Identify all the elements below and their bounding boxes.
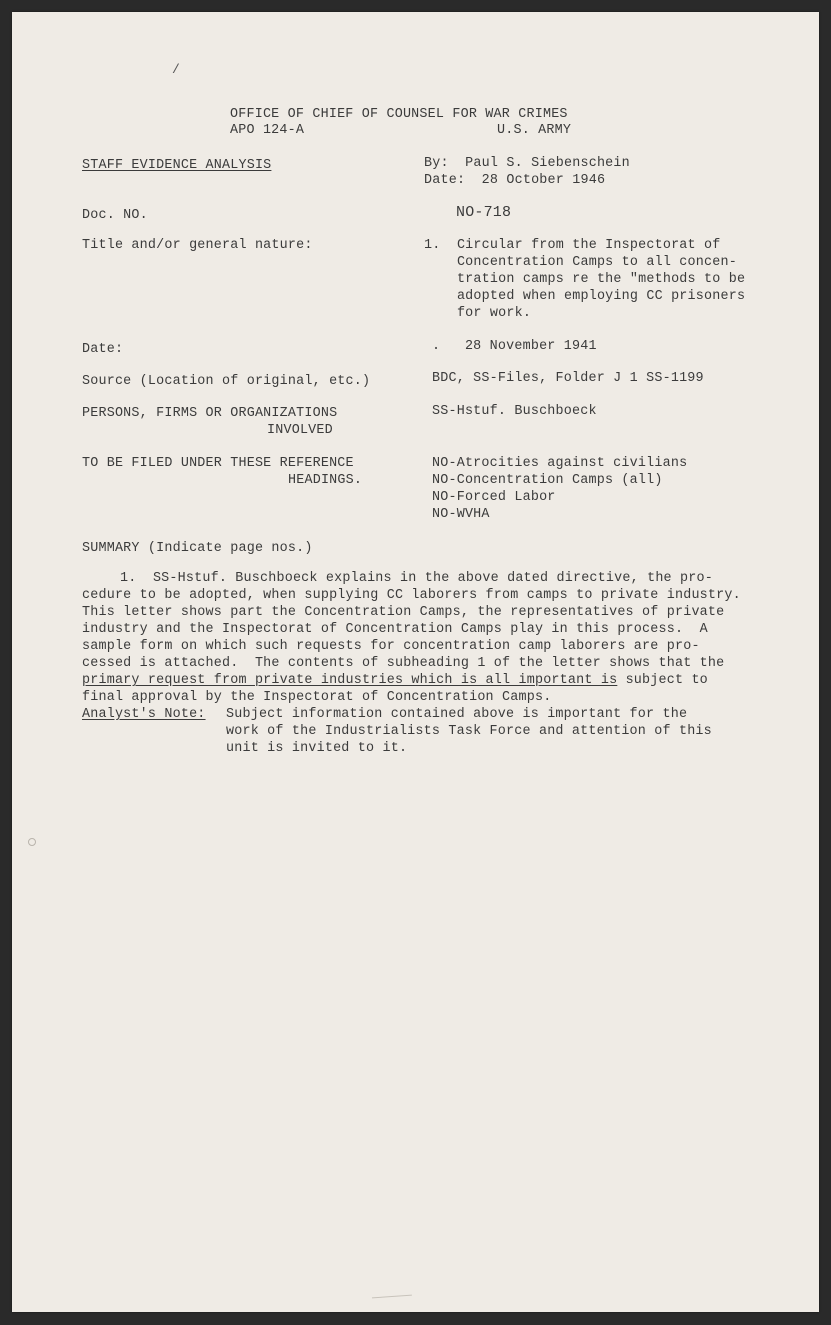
reference-heading: NO-WVHA	[432, 507, 490, 522]
doc-no-label: Doc. NO.	[82, 208, 148, 223]
office-header: OFFICE OF CHIEF OF COUNSEL FOR WAR CRIMES	[230, 107, 568, 122]
summary-line: This letter shows part the Concentration Camps, the representatives of private	[82, 605, 725, 620]
title-line: for work.	[424, 306, 532, 321]
analyst-note-line: unit is invited to it.	[226, 741, 408, 756]
filed-label-cont: HEADINGS.	[288, 473, 363, 488]
persons-label: PERSONS, FIRMS OR ORGANIZATIONS	[82, 406, 338, 421]
filed-label: TO BE FILED UNDER THESE REFERENCE	[82, 456, 354, 471]
title-line: 1. Circular from the Inspectorat of	[424, 238, 721, 253]
summary-line: cessed is attached. The contents of subheading 1 of the letter shows that the	[82, 656, 725, 671]
summary-line: industry and the Inspectorat of Concentration Camps play in this process. A	[82, 622, 708, 637]
persons-label-cont: INVOLVED	[267, 423, 333, 438]
reference-heading: NO-Forced Labor	[432, 490, 556, 505]
reference-heading: NO-Concentration Camps (all)	[432, 473, 663, 488]
punch-hole	[28, 838, 36, 846]
persons-value: SS-Hstuf. Buschboeck	[432, 404, 597, 419]
doc-no-value: NO-718	[456, 204, 512, 221]
army-label: U.S. ARMY	[497, 123, 572, 138]
source-label: Source (Location of original, etc.)	[82, 374, 371, 389]
date-value: . 28 November 1941	[432, 339, 597, 354]
analyst-name: By: Paul S. Siebenschein	[424, 156, 630, 171]
analyst-note-line: Subject information contained above is important for the	[226, 707, 688, 722]
title-label: Title and/or general nature:	[82, 238, 313, 253]
summary-line: cedure to be adopted, when supplying CC laborers from camps to private industry.	[82, 588, 741, 603]
analyst-note-line: work of the Industrialists Task Force and attention of this	[226, 724, 712, 739]
summary-line: sample form on which such requests for concentration camp laborers are pro-	[82, 639, 700, 654]
title-line: tration camps re the "methods to be	[424, 272, 746, 287]
underlined-phrase: primary request from private industries which is all important is	[82, 673, 618, 688]
summary-line-underlined	[82, 672, 708, 689]
apo-number: APO 124-A	[230, 123, 305, 138]
underlined-tail: subject to	[617, 673, 708, 688]
document-page	[12, 12, 819, 1312]
title-line: adopted when employing CC prisoners	[424, 289, 746, 304]
summary-line: 1. SS-Hstuf. Buschboeck explains in the above dated directive, the pro-	[120, 571, 713, 586]
date-label: Date:	[82, 342, 124, 357]
source-value: BDC, SS-Files, Folder J 1 SS-1199	[432, 371, 704, 386]
fold-mark	[372, 1295, 412, 1301]
stray-pencil-mark: /	[172, 62, 180, 77]
analyst-note-label: Analyst's Note:	[82, 707, 206, 722]
summary-line: final approval by the Inspectorat of Concentration Camps.	[82, 690, 552, 705]
reference-heading: NO-Atrocities against civilians	[432, 456, 688, 471]
summary-heading: SUMMARY (Indicate page nos.)	[82, 541, 313, 556]
analysis-date: Date: 28 October 1946	[424, 173, 606, 188]
title-line: Concentration Camps to all concen-	[424, 255, 737, 270]
form-title: STAFF EVIDENCE ANALYSIS	[82, 158, 272, 173]
